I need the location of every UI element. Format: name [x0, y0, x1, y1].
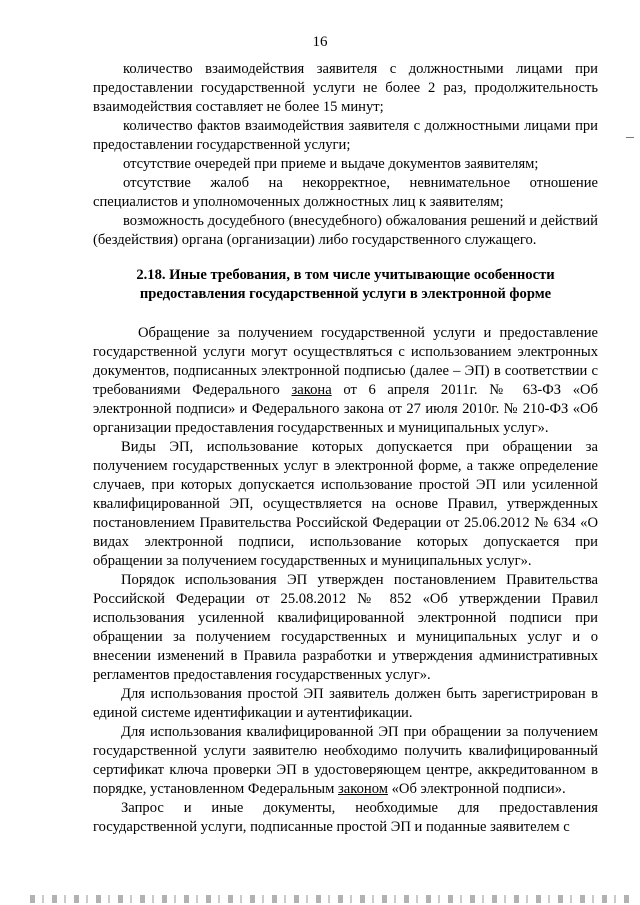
section-heading: 2.18. Иные требования, в том числе учитывающие особенности предоставления государственной услуги в электронной форме — [136, 267, 555, 302]
paragraph-qualified-ep — [93, 723, 598, 799]
criteria-item-1: количество взаимодействия заявителя с должностными лицами при предоставлении государственной услуги не более 2 раз, продолжительность взаимодействия составляет не более 15 минут; — [93, 61, 598, 115]
criteria-item-3: отсутствие очередей при приеме и выдаче документов заявителям; — [123, 156, 539, 172]
paragraph-simple-ep: Для использования простой ЭП заявитель должен быть зарегистрирован в единой системе идентификации и аутентификации. — [93, 686, 598, 721]
paragraph-text: Для использования квалифицированной ЭП при обращении за получением государственной услуги заявителю необходимо получить квалифицированный сертификат ключа проверки ЭП в удостоверяющем центре, аккредитованном в порядке, установленном Федеральным — [93, 724, 598, 797]
page-number: 16 — [312, 34, 328, 50]
paragraph-text: от 6 апреля 2011г. № 63-ФЗ «Об электронной подписи» и Федерального закона от 27 июля 2010г. № 210-ФЗ «Об организации предоставления государственных и муниципальных услуг». — [93, 382, 598, 436]
criteria-item-2: количество фактов взаимодействия заявителя с должностными лицами при предоставлении государственной услуги; — [93, 118, 598, 153]
criteria-item-4: отсутствие жалоб на некорректное, невнимательное отношение специалистов и уполномоченных должностных лиц к заявителям; — [93, 175, 598, 210]
paragraph-ep-types: Виды ЭП, использование которых допускается при обращении за получением государственных услуг в электронной форме, а также определение случаев, при которых допускается использование простой ЭП или усиленной квалифицированной ЭП, осуществляется на основе Правил, утвержденных постановлением Правительства Российской Федерации от 25.06.2012 № 634 «О видах электронной подписи, использование которых допускается при обращении за получением государственных и муниципальных услуг». — [93, 439, 598, 569]
paragraph-request: Запрос и иные документы, необходимые для предоставления государственной услуги, подписанные простой ЭП и поданные заявителем с — [93, 800, 598, 835]
paragraph-text: «Об электронной подписи». — [387, 781, 566, 797]
law-link[interactable]: закона — [291, 382, 332, 398]
law-link[interactable]: законом — [338, 781, 388, 797]
paragraph-ep-order: Порядок использования ЭП утвержден постановлением Правительства Российской Федерации от 25.08.2012 № 852 «Об утверждении Правил использования усиленной квалифицированной электронной подписи при обращении за получением государственных и муниципальных услуг и о внесении изменений в Правила разработки и утверждения административных регламентов предоставления государственных услуг». — [93, 572, 598, 683]
scan-artifact-bottom — [30, 895, 630, 903]
scan-artifact — [626, 137, 634, 138]
document-body — [93, 60, 598, 837]
criteria-item-5: возможность досудебного (внесудебного) обжалования решений и действий (бездействия) органа (организации) либо государственного служащего. — [93, 213, 598, 248]
paragraph-text: Обращение за получением государственной услуги и предоставление государственной услуги могут осуществляться с использованием электронных документов, подписанных электронной подписью (далее – ЭП) в соответствии с требованиями Федерального — [93, 325, 598, 398]
paragraph-ep-usage — [93, 324, 598, 438]
